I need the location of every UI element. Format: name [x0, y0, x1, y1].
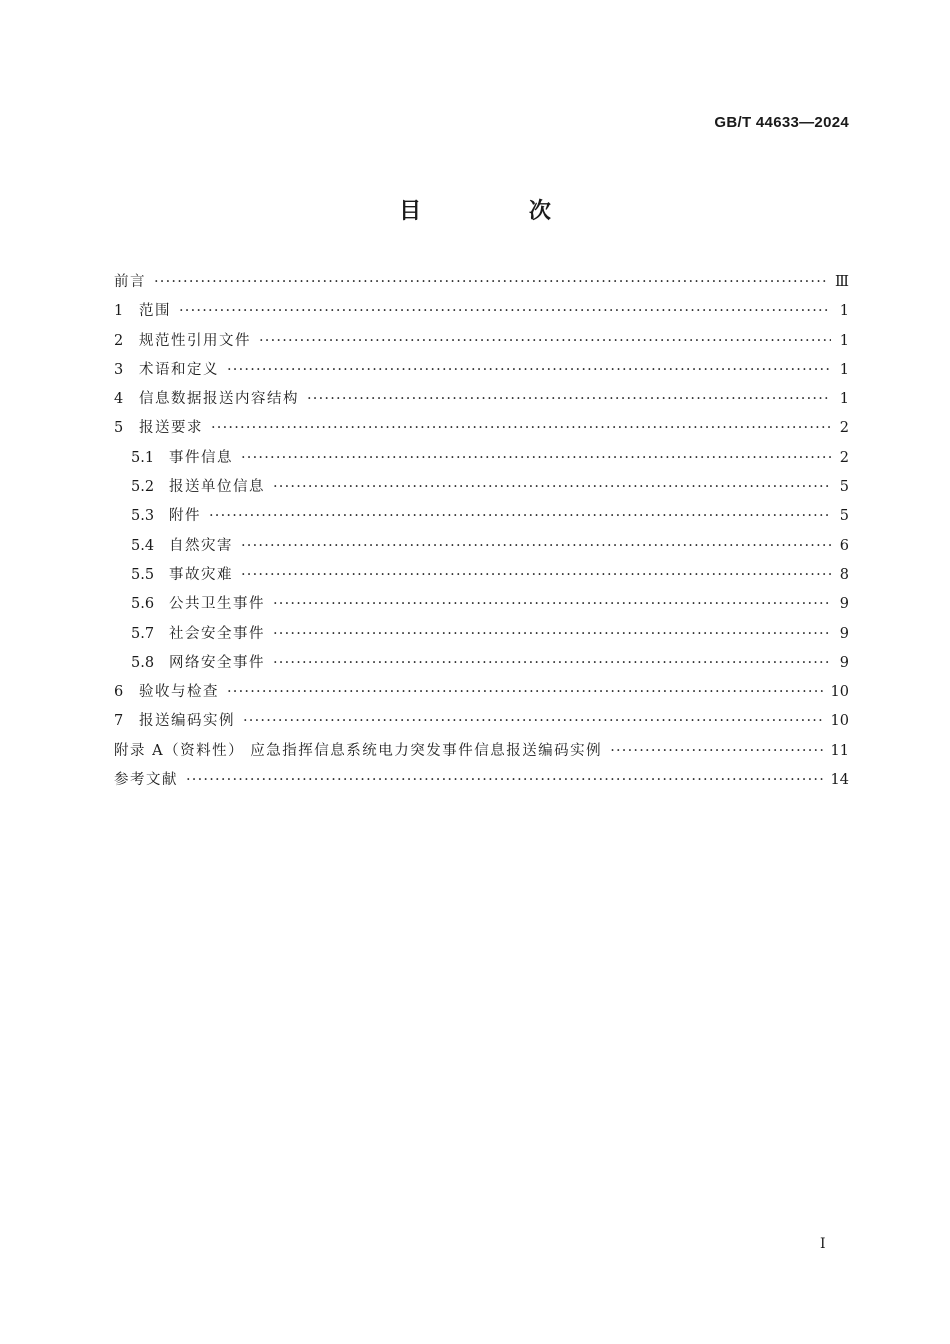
toc-entry-5-7[interactable]	[114, 622, 849, 651]
toc-leader-dots	[273, 655, 831, 671]
toc-number: 5.8	[131, 654, 155, 671]
toc-leader-dots	[273, 479, 831, 495]
toc-entry-5-1[interactable]	[114, 446, 849, 475]
toc-entry-5-4[interactable]	[114, 534, 849, 563]
toc-page-number: 9	[839, 654, 849, 671]
toc-label: 信息数据报送内容结构	[139, 391, 299, 408]
toc-number: 5.3	[131, 508, 155, 525]
toc-label: 验收与检查	[139, 684, 219, 701]
toc-page-number: 5	[839, 479, 849, 496]
toc-leader-dots	[243, 713, 825, 729]
standard-code: GB/T 44633—2024	[714, 114, 849, 131]
toc-page-number: 1	[839, 391, 849, 408]
toc-entry-5-6[interactable]	[114, 592, 849, 621]
toc-number: 5.4	[131, 537, 155, 554]
toc-label: 报送单位信息	[169, 479, 265, 496]
toc-page-number: 1	[839, 303, 849, 320]
toc-label: 报送要求	[139, 420, 203, 437]
toc-leader-dots	[186, 772, 825, 788]
toc-label: 报送编码实例	[139, 713, 235, 730]
toc-leader-dots	[241, 567, 831, 583]
toc-number: 5.7	[131, 625, 155, 642]
toc-page-number: 1	[839, 361, 849, 378]
toc-number: 1	[114, 303, 124, 320]
toc-number: 6	[114, 684, 124, 701]
toc-label: 事件信息	[169, 449, 233, 466]
toc-page-number: 8	[839, 566, 849, 583]
toc-page-number: 14	[830, 772, 849, 789]
toc-label: 附件	[169, 508, 201, 525]
toc-leader-dots	[610, 743, 824, 759]
toc-entry-annex-a[interactable]	[114, 739, 849, 768]
toc-entry-5-2[interactable]	[114, 475, 849, 504]
toc-page-number: 6	[839, 537, 849, 554]
toc-page-number: 10	[830, 684, 849, 701]
toc-leader-dots	[241, 450, 831, 466]
toc-number: 5.6	[131, 596, 155, 613]
toc-label: 社会安全事件	[169, 625, 265, 642]
page-title: 目 次	[399, 199, 601, 224]
toc-label: 范围	[139, 303, 171, 320]
toc-entry-normative-references[interactable]	[114, 329, 849, 358]
toc-number: 5.5	[131, 566, 155, 583]
toc-page-number: Ⅲ	[835, 274, 849, 290]
toc-label: 前言	[114, 274, 146, 290]
toc-leader-dots	[227, 362, 831, 378]
toc-entry-5-3[interactable]	[114, 504, 849, 533]
toc-number: 5	[114, 420, 124, 437]
toc-entry-5-5[interactable]	[114, 563, 849, 592]
toc-label: 网络安全事件	[169, 654, 265, 671]
toc-entry-acceptance[interactable]	[114, 680, 849, 709]
page-number: I	[820, 1236, 826, 1252]
toc-page-number: 5	[839, 508, 849, 525]
toc-label: 附录 A（资料性） 应急指挥信息系统电力突发事件信息报送编码实例	[114, 742, 603, 759]
toc-leader-dots	[273, 626, 831, 642]
toc-label: 公共卫生事件	[169, 596, 265, 613]
toc-leader-dots	[179, 303, 831, 319]
toc-page-number: 9	[839, 596, 849, 613]
toc-entry-5-8[interactable]	[114, 651, 849, 680]
toc-page-number: 11	[830, 742, 849, 759]
toc-number: 2	[114, 332, 124, 349]
toc-leader-dots	[307, 391, 831, 407]
toc-entry-scope[interactable]	[114, 299, 849, 328]
toc-label: 参考文献	[114, 772, 178, 789]
toc-page-number: 9	[839, 625, 849, 642]
toc-page-number: 1	[839, 332, 849, 349]
toc-entry-bibliography[interactable]	[114, 768, 849, 797]
toc-entry-structure[interactable]	[114, 387, 849, 416]
toc-number: 5.2	[131, 479, 155, 496]
toc-leader-dots	[227, 684, 825, 700]
toc-number: 4	[114, 391, 124, 408]
toc-page-number: 10	[830, 713, 849, 730]
toc-leader-dots	[211, 420, 831, 436]
toc-number: 5.1	[131, 449, 155, 466]
toc-entry-requirements[interactable]	[114, 416, 849, 445]
toc-leader-dots	[209, 508, 831, 524]
toc-number: 7	[114, 713, 124, 730]
toc-leader-dots	[259, 333, 831, 349]
toc-entry-terms[interactable]	[114, 358, 849, 387]
toc-label: 术语和定义	[139, 361, 219, 378]
toc-entry-examples[interactable]	[114, 709, 849, 738]
toc-leader-dots	[273, 596, 831, 612]
table-of-contents	[114, 270, 849, 797]
toc-leader-dots	[154, 274, 829, 290]
toc-entry-foreword[interactable]	[114, 270, 849, 299]
toc-label: 自然灾害	[169, 537, 233, 554]
toc-page-number: 2	[839, 420, 849, 437]
toc-leader-dots	[241, 538, 831, 554]
toc-number: 3	[114, 361, 124, 378]
toc-page-number: 2	[839, 449, 849, 466]
toc-label: 规范性引用文件	[139, 332, 251, 349]
toc-label: 事故灾难	[169, 566, 233, 583]
